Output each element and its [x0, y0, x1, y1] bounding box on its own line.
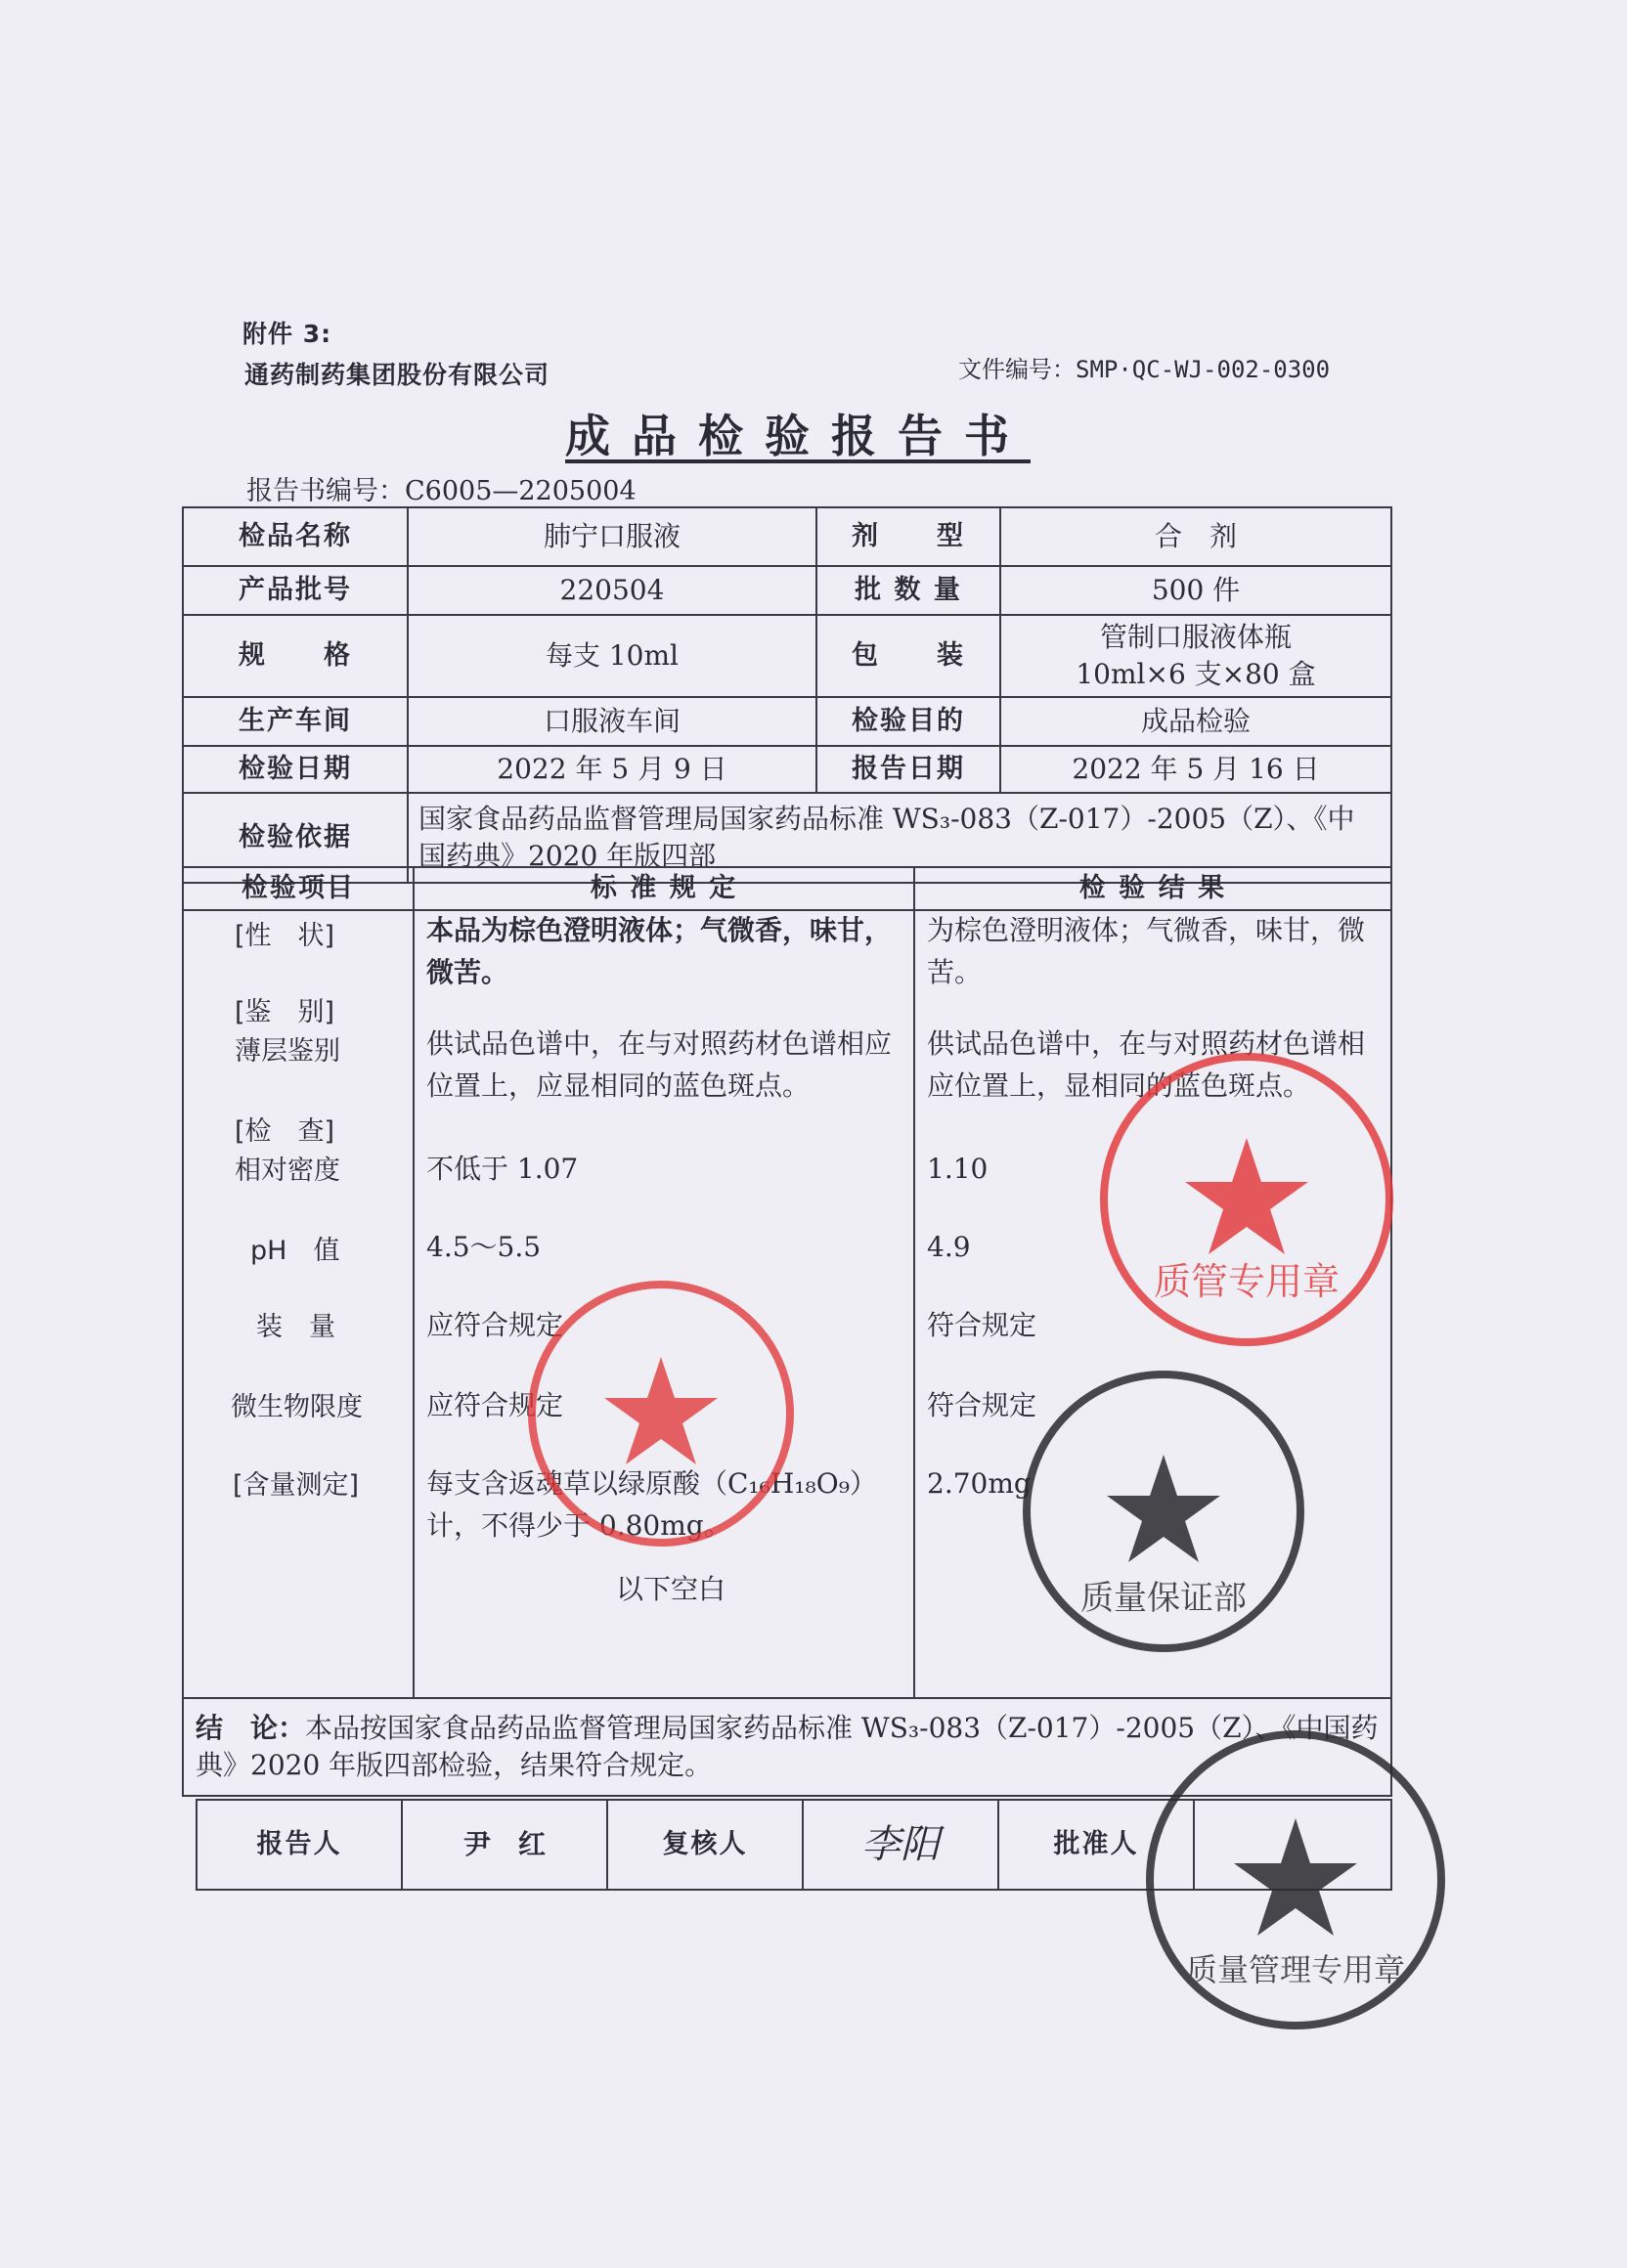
density-result: 1.10 [927, 1153, 989, 1185]
batch-value: 220504 [408, 566, 816, 615]
spec-value: 每支 10ml [408, 615, 816, 697]
stamp1-subtitle: 质管专用章 [1153, 1260, 1341, 1303]
spec-label: 规 格 [183, 615, 408, 697]
test-date-label: 检验日期 [183, 746, 408, 793]
info-table [182, 506, 1392, 884]
document-number: 文件编号：SMP·QC-WJ-002-0300 [958, 356, 1331, 383]
microbial-result: 符合规定 [927, 1389, 1037, 1421]
purpose-value: 成品检验 [1000, 697, 1391, 746]
basis-value: 国家食品药品监督管理局国家药品标准 WS₃-083（Z-017）-2005（Z）、《中国药典》2020 年版四部 [408, 793, 1391, 883]
report-number: 报告书编号：C6005—2205004 [246, 476, 637, 506]
property-standard: 本品为棕色澄明液体；气微香，味甘，微苦。 [426, 914, 893, 989]
ident-result: 供试品色谱中，在与对照药材色谱相应位置上，显相同的蓝色斑点。 [927, 1027, 1366, 1103]
item-microbial: 微生物限度 [231, 1392, 363, 1422]
fill-result: 符合规定 [927, 1309, 1037, 1341]
workshop-value: 口服液车间 [408, 697, 816, 746]
item-density: 相对密度 [235, 1156, 340, 1186]
batch-label: 产品批号 [183, 566, 408, 615]
pack-value-line2: 10ml×6 支×80 盒 [1076, 658, 1316, 690]
density-standard: 不低于 1.07 [426, 1153, 579, 1185]
report-date-value: 2022 年 5 月 16 日 [1000, 746, 1391, 793]
section-assay: [含量测定] [233, 1470, 360, 1501]
ph-result: 4.9 [927, 1231, 971, 1263]
quality-stamp-tongyao [1017, 1365, 1310, 1658]
reporter-value: 尹 红 [402, 1800, 607, 1890]
pack-value-line1: 管制口服液体瓶 [1099, 621, 1292, 654]
item-ph: pH 值 [250, 1236, 340, 1266]
basis-label: 检验依据 [183, 793, 408, 883]
blank-note: 以下空白 [616, 1573, 726, 1605]
qty-label: 批 数 量 [816, 566, 1000, 615]
stamp3-subtitle: 质量保证部 [1080, 1579, 1247, 1618]
conclusion-text: 本品按国家食品药品监督管理局国家药品标准 WS₃-083（Z-017）-2005（Z）、《中国药典》2020 年版四部检验，结果符合规定。 [196, 1712, 1379, 1781]
stamp4-subtitle: 质量管理专用章 [1185, 1951, 1406, 1988]
item-tlc: 薄层鉴别 [235, 1036, 340, 1067]
name-label: 检品名称 [183, 507, 408, 566]
section-property: [性 状] [235, 921, 335, 951]
reporter-label: 报告人 [197, 1800, 402, 1890]
col-item-header: 检验项目 [183, 867, 414, 910]
qty-value: 500 件 [1000, 566, 1391, 615]
purpose-label: 检验目的 [816, 697, 1000, 746]
pack-label: 包 装 [816, 615, 1000, 697]
report-title: 成品检验报告书 [565, 410, 1031, 462]
attachment-label: 附件 3: [242, 320, 332, 348]
form-value: 合 剂 [1000, 507, 1391, 566]
quality-stamp-shanghai [1095, 1048, 1398, 1351]
approver-label: 批准人 [998, 1800, 1194, 1890]
reviewer-signature: 李阳 [803, 1800, 998, 1890]
section-identification: [鉴 别] [235, 997, 335, 1027]
conclusion-label: 结 论： [196, 1712, 306, 1745]
name-value: 肺宁口服液 [408, 507, 816, 566]
ph-standard: 4.5～5.5 [426, 1231, 542, 1263]
company-name: 通药制药集团股份有限公司 [244, 361, 550, 389]
reviewer-label: 复核人 [607, 1800, 803, 1890]
quality-stamp-guangxi [1140, 1724, 1451, 2035]
assay-standard: 每支含返魂草以绿原酸（C₁₆H₁₈O₉）计，不得少于 0.80mg。 [426, 1467, 877, 1543]
form-label: 剂 型 [816, 507, 1000, 566]
item-fill: 装 量 [256, 1312, 335, 1342]
fill-standard: 应符合规定 [426, 1309, 564, 1341]
col-standard-header: 标 准 规 定 [414, 867, 914, 910]
section-check: [检 查] [235, 1116, 335, 1147]
property-result: 为棕色澄明液体；气微香，味甘，微苦。 [927, 914, 1366, 989]
quality-stamp-jiangsu [524, 1277, 798, 1550]
ident-standard: 供试品色谱中，在与对照药材色谱相应位置上，应显相同的蓝色斑点。 [426, 1027, 893, 1103]
assay-result: 2.70mg [927, 1467, 1032, 1500]
microbial-standard: 应符合规定 [426, 1389, 564, 1421]
pack-value [1000, 615, 1391, 697]
col-result-header: 检 验 结 果 [914, 867, 1391, 910]
workshop-label: 生产车间 [183, 697, 408, 746]
report-date-label: 报告日期 [816, 746, 1000, 793]
test-date-value: 2022 年 5 月 9 日 [408, 746, 816, 793]
